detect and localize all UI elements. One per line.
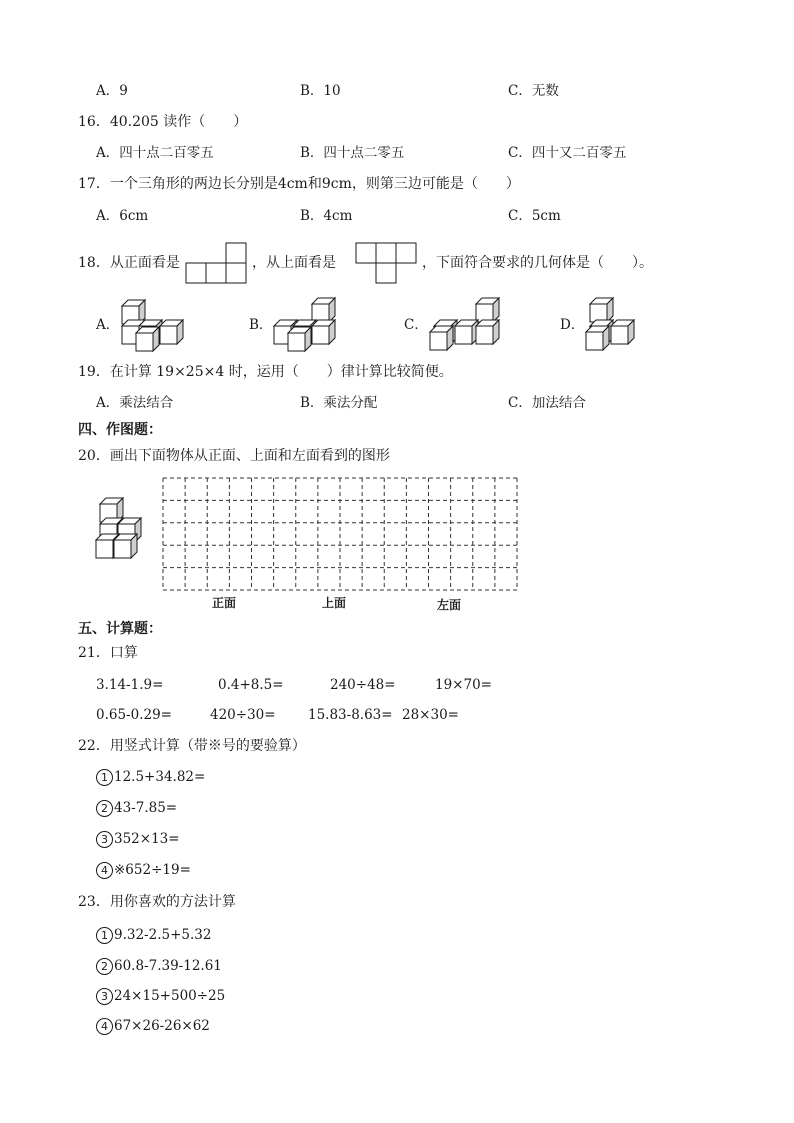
q18-option-b-label[interactable]: B． xyxy=(249,317,273,333)
q22-item-text: 43-7.85= xyxy=(114,800,178,816)
q21-item: 420÷30= xyxy=(210,707,276,723)
q21-item: 3.14-1.9= xyxy=(96,677,164,693)
q15-option-a[interactable]: A．9 xyxy=(96,83,128,99)
q19-option-b[interactable]: B．乘法分配 xyxy=(300,395,378,411)
q23-item-1 xyxy=(96,926,211,944)
q16-question: 16．40.205 读作（ ） xyxy=(78,114,248,130)
q16-option-c[interactable]: C．四十又二百零五 xyxy=(508,145,627,161)
q21-item: 28×30= xyxy=(402,707,459,723)
q20-question: 20．画出下面物体从正面、上面和左面看到的图形 xyxy=(78,448,390,464)
q18-question-part2: ，从上面看是 xyxy=(252,255,336,271)
q18-option-c-figure[interactable] xyxy=(430,298,504,352)
q16-option-b[interactable]: B．四十点二零五 xyxy=(300,145,405,161)
q18-question-part3: ，下面符合要求的几何体是（ ）。 xyxy=(422,255,653,271)
q22-item-2 xyxy=(96,799,177,817)
q18-option-b-figure[interactable] xyxy=(274,298,344,352)
q23-item-3 xyxy=(96,987,225,1005)
q21-item: 0.4+8.5= xyxy=(218,677,284,693)
q22-question: 22．用竖式计算（带※号的要验算） xyxy=(78,738,306,754)
q19-option-a[interactable]: A．乘法结合 xyxy=(96,395,174,411)
q19-question: 19．在计算 19×25×4 时，运用（ ）律计算比较简便。 xyxy=(78,364,453,380)
q16-option-a[interactable]: A．四十点二百零五 xyxy=(96,145,214,161)
grid-label-left: 左面 xyxy=(437,598,462,612)
grid-label-top: 上面 xyxy=(322,596,347,610)
q22-item-4 xyxy=(96,861,191,879)
q23-item-2 xyxy=(96,957,222,975)
q22-item-1 xyxy=(96,768,205,786)
circled-number: 4 xyxy=(96,1018,113,1035)
q23-item-text: 67×26-26×62 xyxy=(114,1018,210,1034)
q22-item-text: 12.5+34.82= xyxy=(114,769,206,785)
q20-object-figure xyxy=(94,498,148,568)
circled-number: 4 xyxy=(96,862,113,879)
q18-option-d-figure[interactable] xyxy=(586,298,646,352)
front-view-figure xyxy=(186,243,246,283)
q21-item: 0.65-0.29= xyxy=(96,707,172,723)
circled-number: 1 xyxy=(96,769,113,786)
circled-number: 1 xyxy=(96,927,113,944)
q17-option-c[interactable]: C．5cm xyxy=(508,208,561,224)
q21-item: 19×70= xyxy=(435,677,492,693)
q15-option-c[interactable]: C．无数 xyxy=(508,83,559,99)
q22-item-text: 352×13= xyxy=(114,831,180,847)
q17-option-a[interactable]: A．6cm xyxy=(96,208,149,224)
section-4-title: 四、作图题： xyxy=(78,422,162,438)
circled-number: 3 xyxy=(96,988,113,1005)
q23-item-text: 24×15+500÷25 xyxy=(114,988,226,1004)
q18-option-d-label[interactable]: D． xyxy=(560,317,585,333)
top-view-figure xyxy=(356,243,416,283)
q19-option-c[interactable]: C．加法结合 xyxy=(508,395,586,411)
q21-question: 21．口算 xyxy=(78,645,138,661)
q23-item-4 xyxy=(96,1017,210,1035)
q18-option-a-label[interactable]: A． xyxy=(96,317,120,333)
q23-question: 23．用你喜欢的方法计算 xyxy=(78,894,236,910)
circled-number: 2 xyxy=(96,800,113,817)
circled-number: 2 xyxy=(96,958,113,975)
q21-item: 15.83-8.63= xyxy=(308,707,393,723)
q22-item-text: ※652÷19= xyxy=(114,862,191,878)
q22-item-3 xyxy=(96,830,180,848)
q15-option-b[interactable]: B．10 xyxy=(300,83,341,99)
q18-question-part1: 18．从正面看是 xyxy=(78,255,180,271)
q17-question: 17．一个三角形的两边长分别是4cm和9cm，则第三边可能是（ ） xyxy=(78,176,520,192)
q17-option-b[interactable]: B．4cm xyxy=(300,208,353,224)
q21-item: 240÷48= xyxy=(330,677,396,693)
q20-dashed-grid[interactable] xyxy=(162,477,518,591)
q23-item-text: 60.8-7.39-12.61 xyxy=(114,958,222,974)
q23-item-text: 9.32-2.5+5.32 xyxy=(114,927,212,943)
q18-option-c-label[interactable]: C． xyxy=(404,317,428,333)
q18-option-a-figure[interactable] xyxy=(122,300,192,352)
circled-number: 3 xyxy=(96,831,113,848)
grid-label-front: 正面 xyxy=(212,596,237,610)
section-5-title: 五、计算题： xyxy=(78,621,162,637)
